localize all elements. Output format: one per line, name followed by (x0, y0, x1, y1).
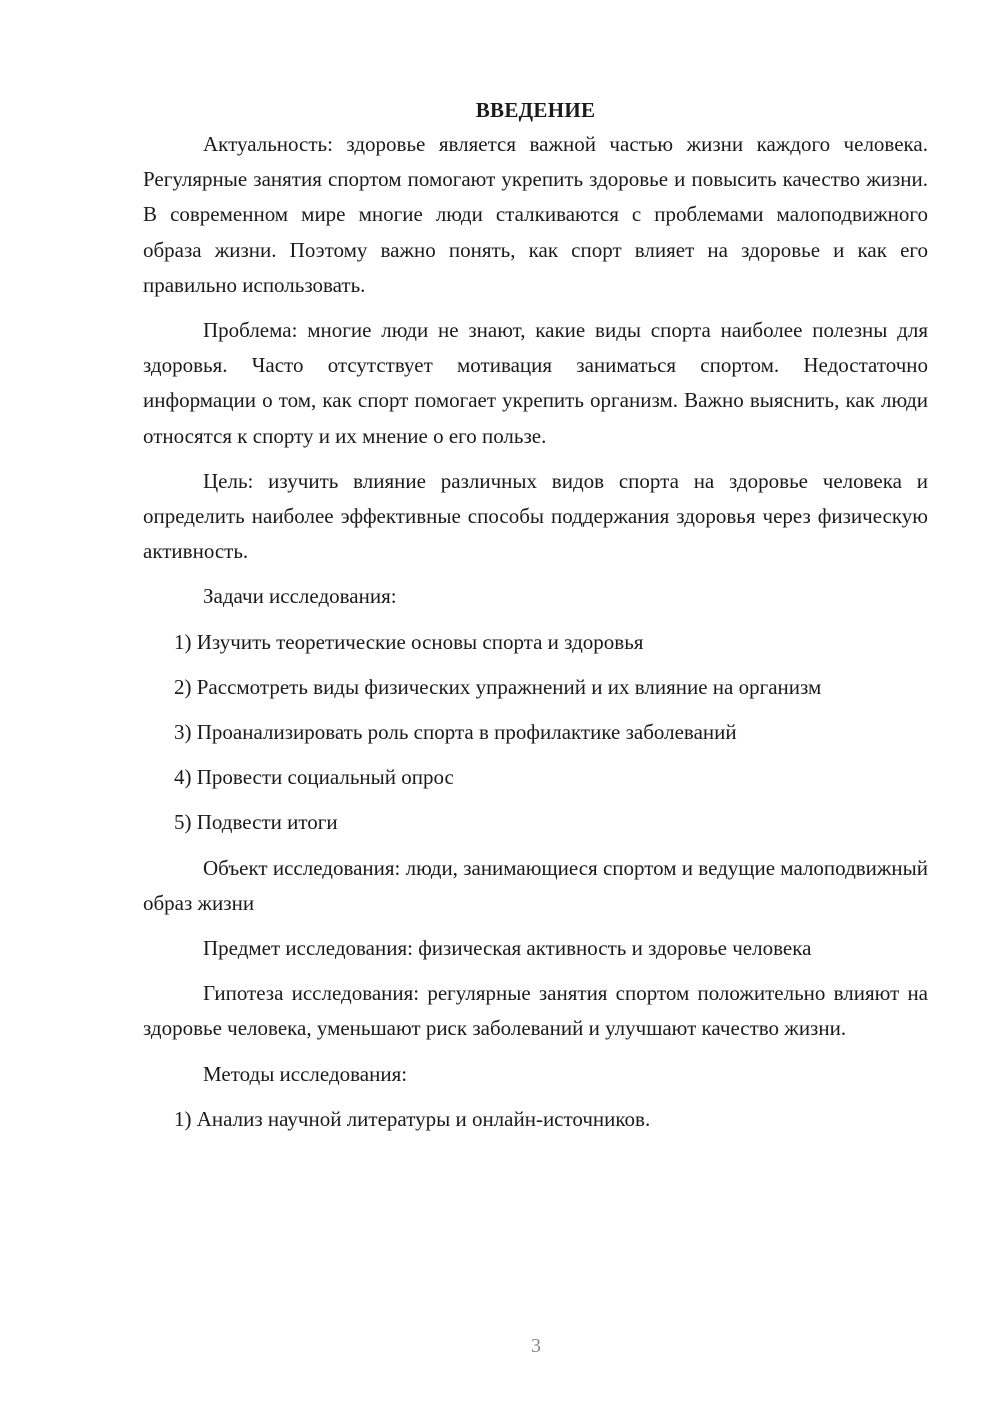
relevance-paragraph: Актуальность: здоровье является важной частью жизни каждого человека. Регулярные занятия спортом помогают укрепить здоровье и повысить качество жизни. В современном мире многие люди сталкиваются с проблемами малоподвижного образа жизни. Поэтому важно понять, как спорт влияет на здоровье и как его правильно использовать. (143, 132, 928, 297)
method-list-item: 1) Анализ научной литературы и онлайн-источников. (174, 1106, 651, 1131)
page-content (143, 94, 928, 1147)
section-title: ВВЕДЕНИЕ (475, 98, 596, 122)
task-list-item: 4) Провести социальный опрос (174, 765, 454, 790)
object-paragraph: Объект исследования: люди, занимающиеся спортом и ведущие малоподвижный образ жизни (143, 855, 928, 915)
goal-paragraph: Цель: изучить влияние различных видов спорта на здоровье человека и определить наиболее эффективные способы поддержания здоровья через физическую активность. (143, 468, 928, 564)
task-list-item: 3) Проанализировать роль спорта в профилактике заболеваний (174, 720, 737, 745)
subject-paragraph: Предмет исследования: физическая активность и здоровье человека (203, 936, 812, 961)
hypothesis-paragraph: Гипотеза исследования: регулярные занятия спортом положительно влияют на здоровье человека, уменьшают риск заболеваний и улучшают качество жизни. (143, 981, 928, 1041)
tasks-heading: Задачи исследования: (203, 584, 397, 609)
task-list-item: 2) Рассмотреть виды физических упражнений и их влияние на организм (174, 674, 822, 699)
problem-paragraph: Проблема: многие люди не знают, какие виды спорта наиболее полезны для здоровья. Часто отсутствует мотивация заниматься спортом. Недостаточно информации о том, как спорт помогает укрепить организм. Важно выяснить, как люди относятся к спорту и их мнение о его пользе. (143, 318, 928, 448)
methods-heading: Методы исследования: (203, 1061, 408, 1086)
task-list-item: 5) Подвести итоги (174, 810, 338, 835)
page-number: 3 (531, 1335, 541, 1357)
task-list-item: 1) Изучить теоретические основы спорта и здоровья (174, 629, 644, 654)
